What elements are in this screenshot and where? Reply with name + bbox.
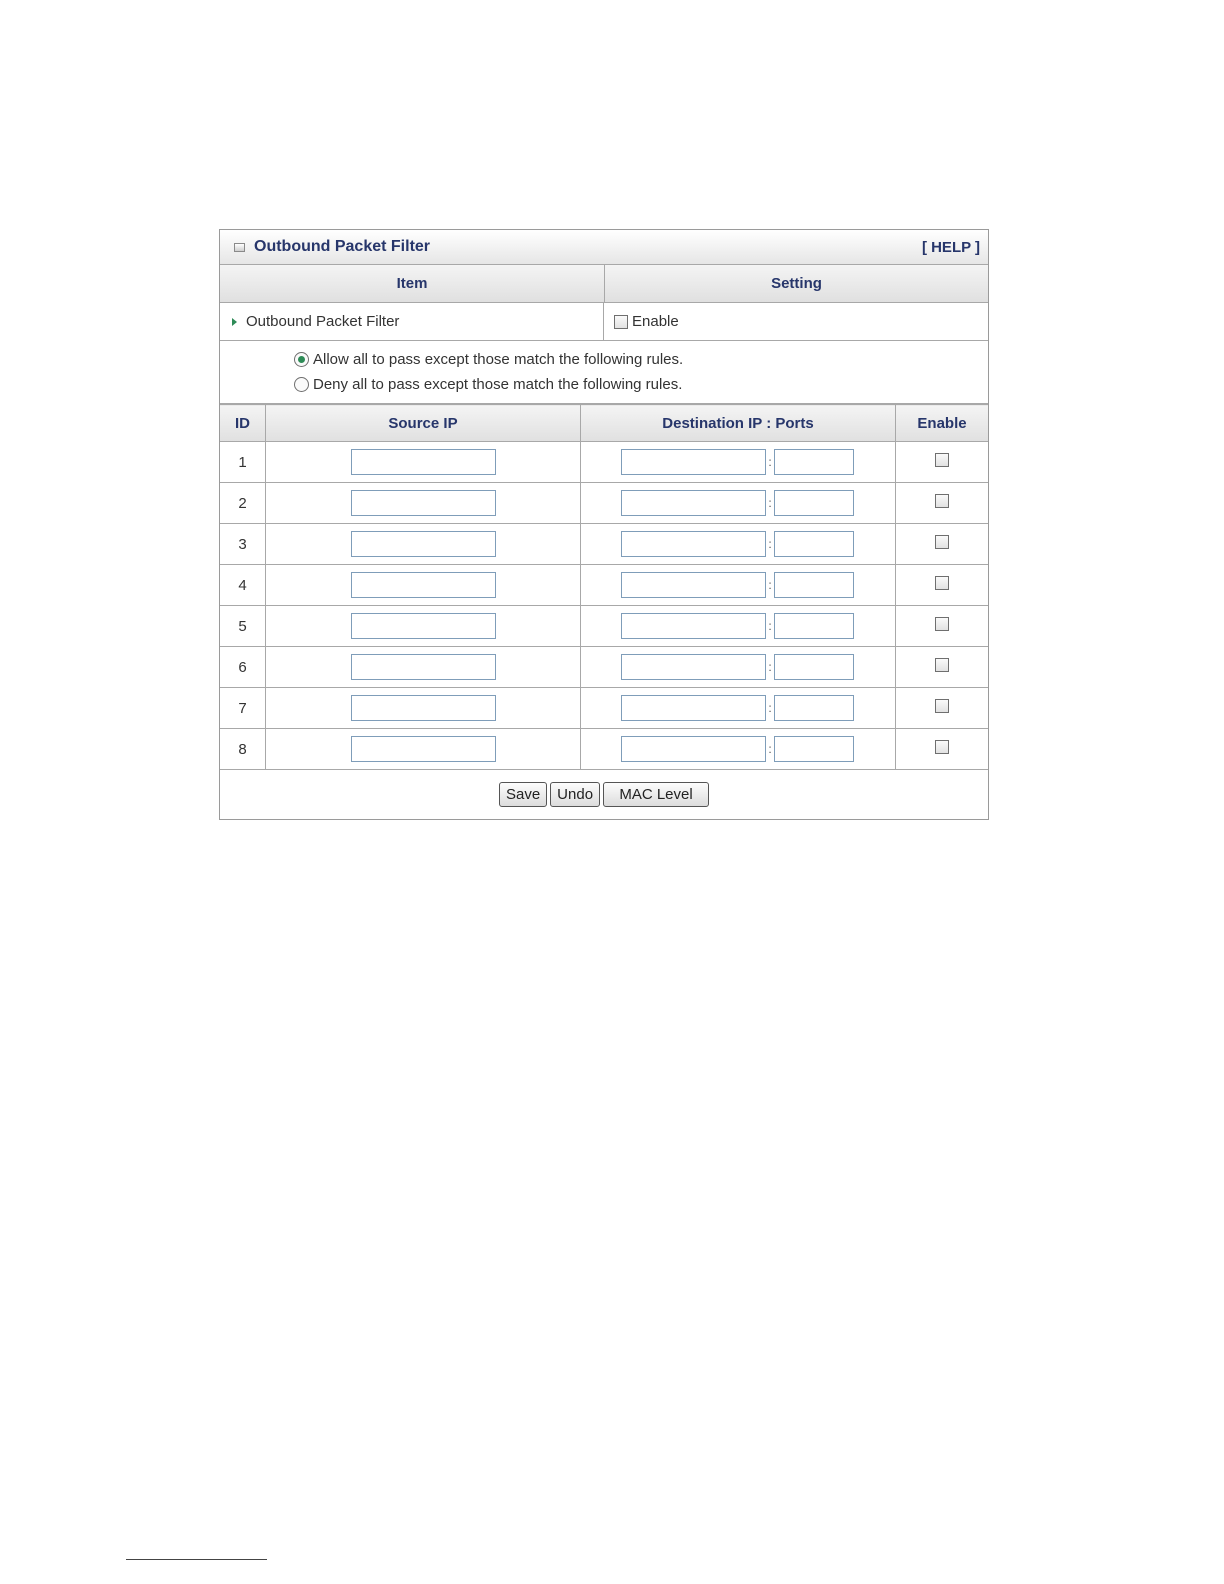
- dest-ip-input[interactable]: [621, 531, 766, 557]
- rule-enable-checkbox[interactable]: [935, 740, 949, 754]
- source-ip-input[interactable]: [351, 613, 496, 639]
- destination-column-header: Destination IP : Ports: [581, 405, 896, 442]
- dest-ip-input[interactable]: [621, 695, 766, 721]
- deny-mode-label: Deny all to pass except those match the following rules.: [313, 376, 683, 393]
- rule-enable-checkbox[interactable]: [935, 658, 949, 672]
- destination-cell: [581, 606, 896, 647]
- table-row: [220, 688, 988, 729]
- destination-cell: [581, 729, 896, 770]
- mac-level-button[interactable]: MAC Level: [603, 782, 709, 807]
- source-ip-input[interactable]: [351, 736, 496, 762]
- port-separator: :: [768, 537, 772, 551]
- setting-column-header: Setting: [771, 275, 822, 292]
- rule-enable-checkbox[interactable]: [935, 617, 949, 631]
- destination-cell: [581, 565, 896, 606]
- source-ip-input[interactable]: [351, 449, 496, 475]
- allow-mode-radio[interactable]: [294, 352, 309, 367]
- filter-enable-row: [220, 303, 988, 341]
- filter-enable-label: Enable: [632, 313, 679, 330]
- port-separator: :: [768, 660, 772, 674]
- source-ip-column-header: Source IP: [266, 405, 581, 442]
- enable-cell: [896, 606, 989, 647]
- table-row: [220, 442, 988, 483]
- allow-mode-label: Allow all to pass except those match the following rules.: [313, 351, 684, 368]
- dest-port-input[interactable]: [774, 736, 854, 762]
- enable-cell: [896, 483, 989, 524]
- radio-selected-dot: [298, 356, 305, 363]
- undo-button[interactable]: Undo: [550, 782, 600, 807]
- rule-enable-checkbox[interactable]: [935, 494, 949, 508]
- rule-id: 5: [220, 606, 266, 647]
- rule-id: 8: [220, 729, 266, 770]
- source-ip-cell: [266, 606, 581, 647]
- source-ip-cell: [266, 524, 581, 565]
- source-ip-cell: [266, 483, 581, 524]
- source-ip-cell: [266, 647, 581, 688]
- destination-cell: [581, 524, 896, 565]
- port-separator: :: [768, 578, 772, 592]
- rule-id: 1: [220, 442, 266, 483]
- dest-port-input[interactable]: [774, 572, 854, 598]
- deny-mode-radio[interactable]: [294, 377, 309, 392]
- source-ip-input[interactable]: [351, 654, 496, 680]
- rule-enable-checkbox[interactable]: [935, 453, 949, 467]
- source-ip-cell: [266, 688, 581, 729]
- dest-ip-input[interactable]: [621, 572, 766, 598]
- port-separator: :: [768, 496, 772, 510]
- destination-cell: [581, 688, 896, 729]
- source-ip-input[interactable]: [351, 531, 496, 557]
- table-row: [220, 606, 988, 647]
- rule-id: 3: [220, 524, 266, 565]
- destination-cell: [581, 442, 896, 483]
- port-separator: :: [768, 619, 772, 633]
- outbound-packet-filter-panel: [219, 229, 989, 820]
- footnote-rule: [126, 1559, 267, 1560]
- enable-column-header: Enable: [896, 405, 989, 442]
- allow-mode-option[interactable]: [294, 351, 988, 368]
- dest-port-input[interactable]: [774, 695, 854, 721]
- port-separator: :: [768, 701, 772, 715]
- destination-cell: [581, 647, 896, 688]
- action-buttons: [220, 770, 988, 819]
- table-row: [220, 483, 988, 524]
- source-ip-input[interactable]: [351, 572, 496, 598]
- port-separator: :: [768, 742, 772, 756]
- rule-enable-checkbox[interactable]: [935, 535, 949, 549]
- rule-enable-checkbox[interactable]: [935, 576, 949, 590]
- deny-mode-option[interactable]: [294, 376, 988, 393]
- enable-cell: [896, 647, 989, 688]
- panel-titlebar: [220, 230, 988, 265]
- dest-ip-input[interactable]: [621, 736, 766, 762]
- dest-port-input[interactable]: [774, 531, 854, 557]
- filter-enable-checkbox[interactable]: [614, 315, 628, 329]
- dest-port-input[interactable]: [774, 449, 854, 475]
- rule-id: 4: [220, 565, 266, 606]
- help-link[interactable]: [ HELP ]: [921, 238, 980, 256]
- enable-cell: [896, 688, 989, 729]
- dest-ip-input[interactable]: [621, 490, 766, 516]
- dest-port-input[interactable]: [774, 613, 854, 639]
- source-ip-cell: [266, 442, 581, 483]
- rules-table: [220, 404, 988, 770]
- table-row: [220, 524, 988, 565]
- id-column-header: ID: [220, 405, 266, 442]
- window-icon: [234, 243, 245, 252]
- table-row: [220, 647, 988, 688]
- filter-setting-cell: [604, 303, 988, 340]
- rule-id: 6: [220, 647, 266, 688]
- enable-cell: [896, 442, 989, 483]
- destination-cell: [581, 483, 896, 524]
- filter-mode-group: [220, 341, 988, 404]
- source-ip-input[interactable]: [351, 695, 496, 721]
- dest-ip-input[interactable]: [621, 449, 766, 475]
- enable-cell: [896, 524, 989, 565]
- panel-title: Outbound Packet Filter: [254, 238, 431, 255]
- dest-port-input[interactable]: [774, 654, 854, 680]
- filter-item-cell: [220, 303, 604, 340]
- item-column-header: Item: [220, 265, 605, 302]
- bullet-arrow-icon: [232, 318, 237, 326]
- enable-cell: [896, 729, 989, 770]
- rule-id: 2: [220, 483, 266, 524]
- rules-header-row: [220, 405, 988, 442]
- source-ip-input[interactable]: [351, 490, 496, 516]
- filter-item-label: Outbound Packet Filter: [246, 313, 400, 330]
- enable-cell: [896, 565, 989, 606]
- rule-id: 7: [220, 688, 266, 729]
- source-ip-cell: [266, 729, 581, 770]
- table-row: [220, 729, 988, 770]
- dest-ip-input[interactable]: [621, 613, 766, 639]
- settings-header-row: [220, 265, 988, 303]
- panel-title-group: [234, 238, 430, 256]
- table-row: [220, 565, 988, 606]
- save-button[interactable]: Save: [499, 782, 547, 807]
- dest-ip-input[interactable]: [621, 654, 766, 680]
- port-separator: :: [768, 455, 772, 469]
- rule-enable-checkbox[interactable]: [935, 699, 949, 713]
- source-ip-cell: [266, 565, 581, 606]
- dest-port-input[interactable]: [774, 490, 854, 516]
